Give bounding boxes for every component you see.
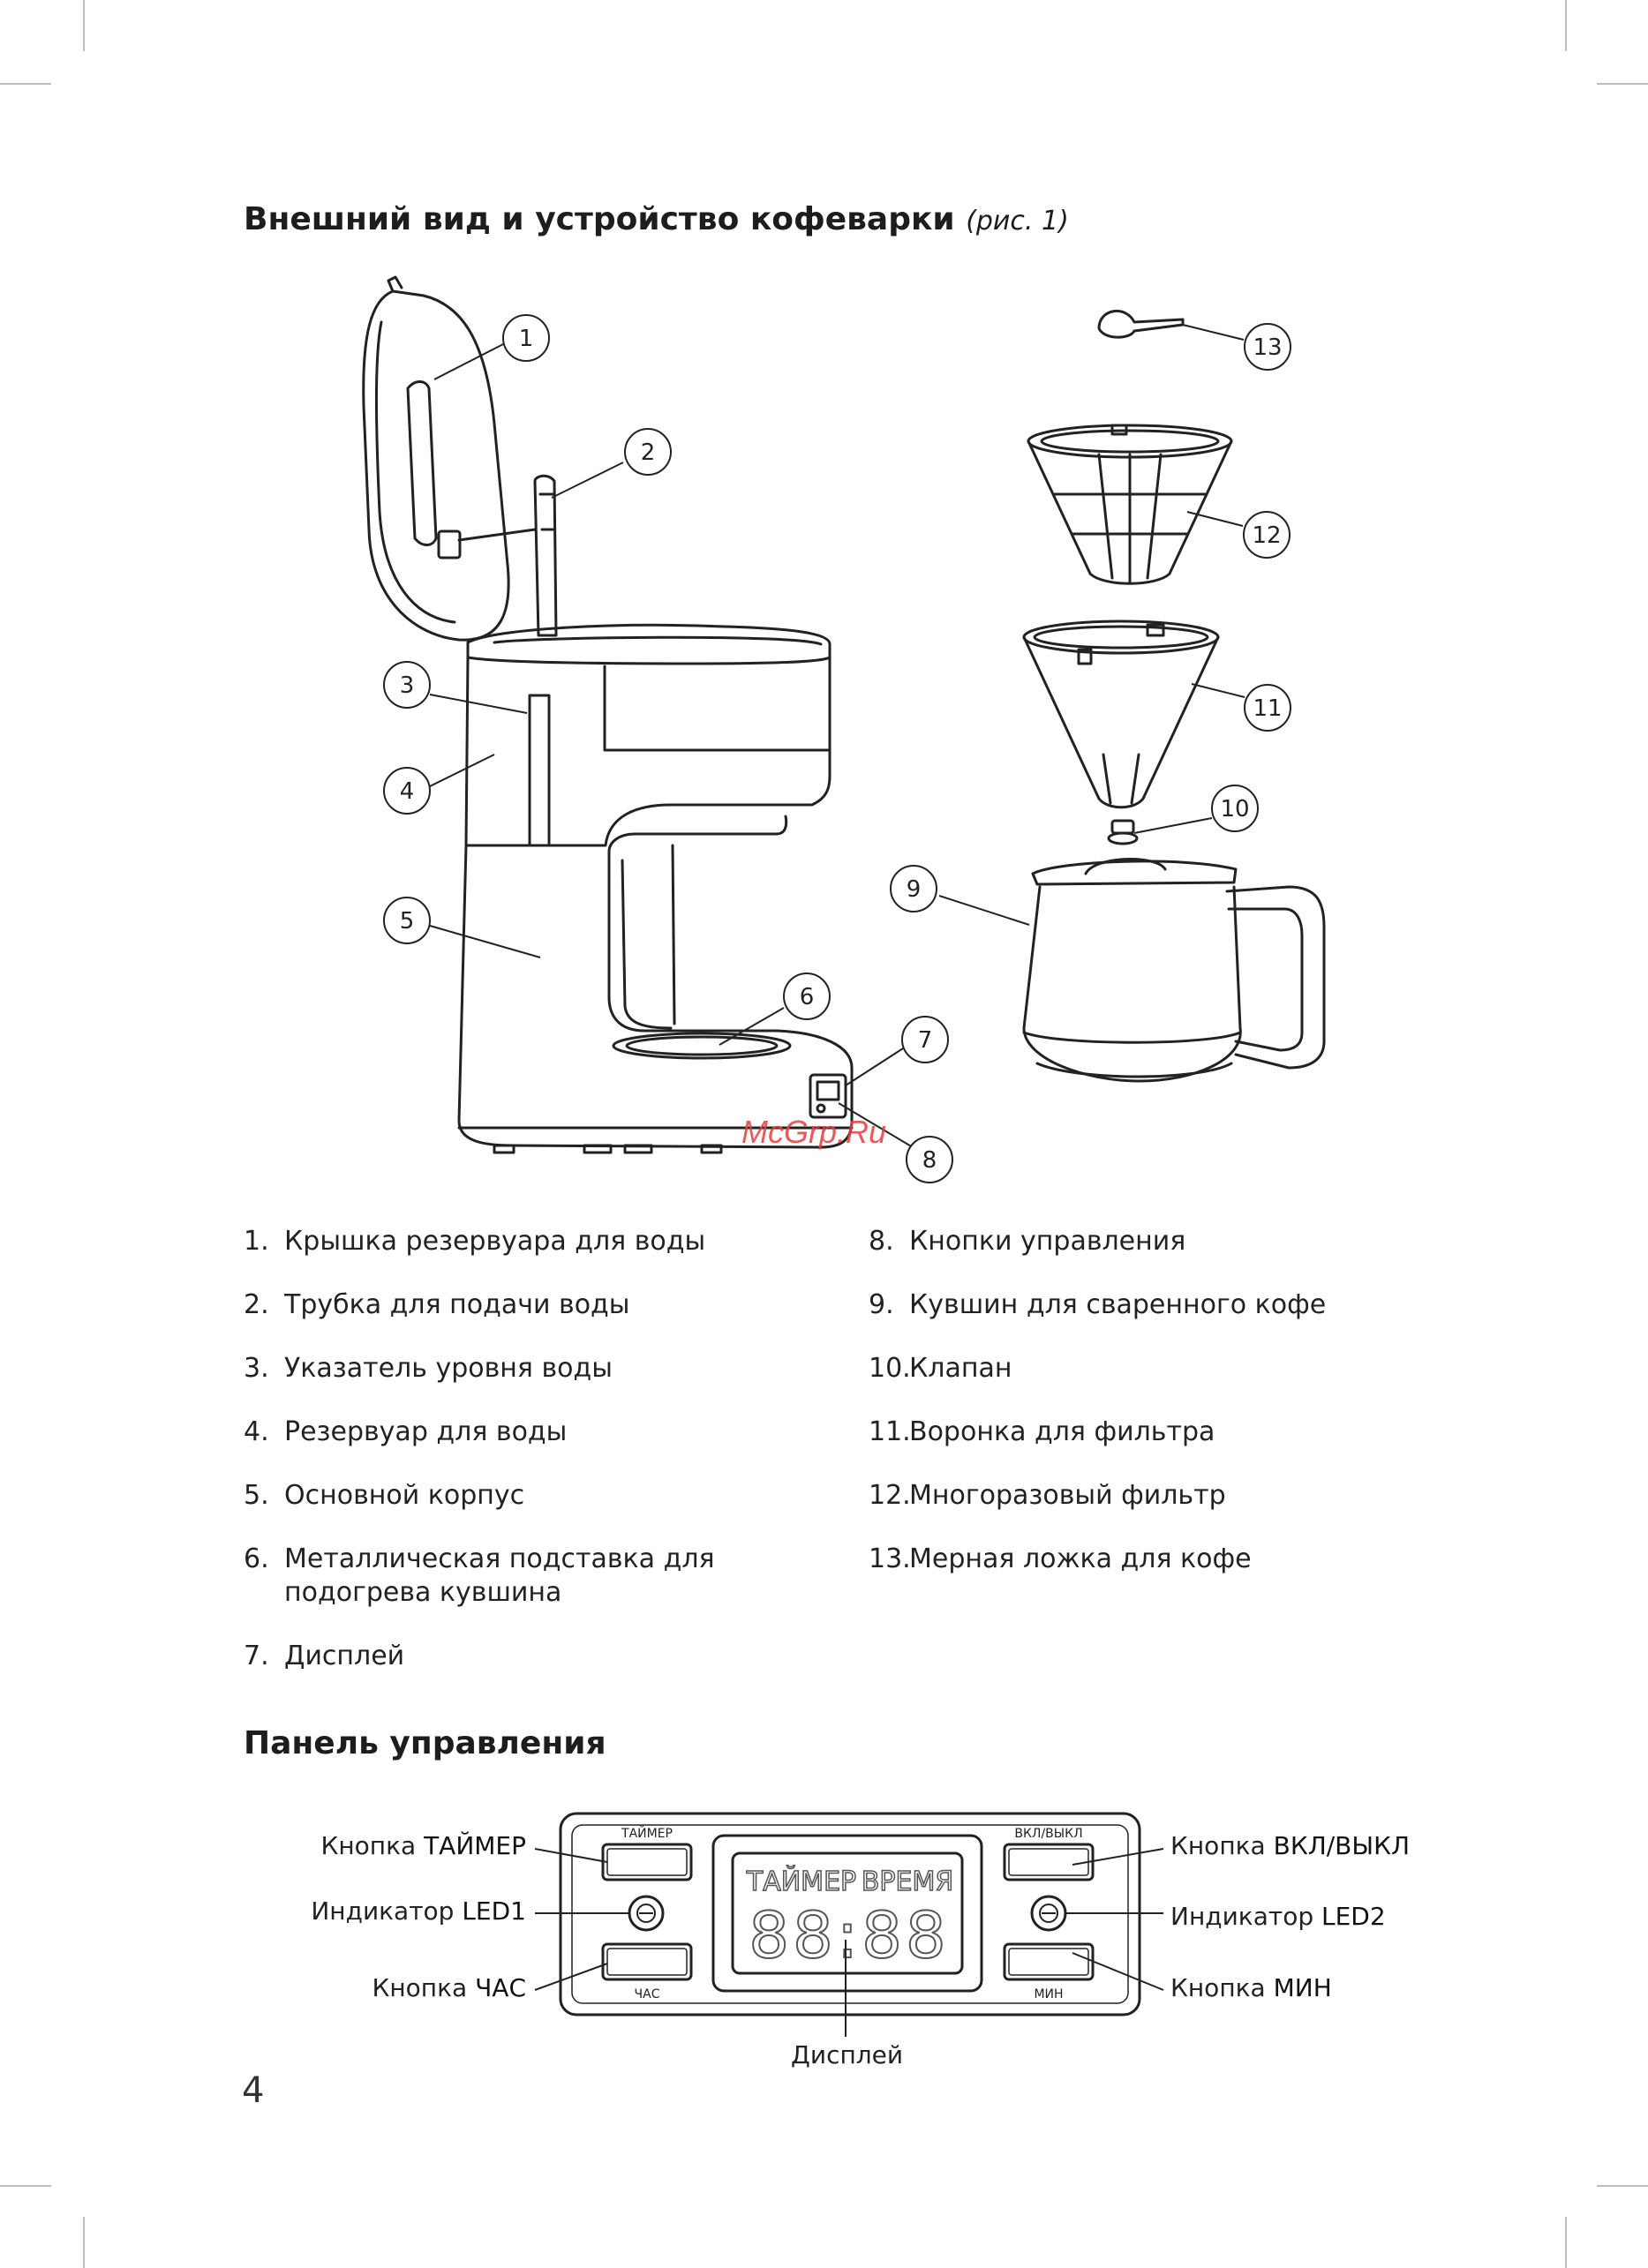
item-text: Воронка для фильтра: [909, 1416, 1215, 1447]
item-text: Крышка резервуара для воды: [284, 1226, 706, 1257]
item-number: 4.: [244, 1416, 269, 1447]
callout-7-label: 7: [917, 1027, 933, 1054]
item-number: 1.: [244, 1226, 269, 1257]
item-number: 3.: [244, 1353, 269, 1384]
label-prefix: Кнопка: [320, 1831, 417, 1860]
item-number: 2.: [244, 1289, 269, 1320]
callout-6-label: 6: [799, 984, 815, 1010]
callout-9-label: 9: [906, 876, 922, 903]
watermark: McGrp.Ru: [741, 1114, 887, 1150]
label-timer-button: [320, 1831, 526, 1860]
item-text: Дисплей: [284, 1641, 405, 1671]
label-key: МИН: [1273, 1973, 1332, 2002]
callout-12-label: 12: [1252, 522, 1282, 549]
page-number: 4: [242, 2070, 265, 2111]
item-number: 6.: [244, 1543, 269, 1574]
label-led2: [1170, 1902, 1386, 1931]
item-text-line1: Металлическая подставка для: [284, 1543, 715, 1574]
item-number: 9.: [869, 1289, 894, 1320]
label-min-button: [1170, 1973, 1332, 2002]
min-button-label: МИН: [1034, 1987, 1064, 2001]
label-prefix: Кнопка: [1170, 1973, 1266, 2002]
item-text: Основной корпус: [284, 1480, 525, 1511]
figure-reference: (рис. 1): [966, 206, 1069, 237]
label-key: ТАЙМЕР: [424, 1831, 526, 1860]
label-key: ЧАС: [475, 1973, 526, 2002]
item-number: 10.: [869, 1353, 911, 1384]
onoff-button-label: ВКЛ/ВЫКЛ: [1014, 1827, 1083, 1841]
label-onoff-button: [1170, 1831, 1410, 1860]
callout-8-label: 8: [922, 1147, 937, 1174]
onoff-button-shape: [1005, 1844, 1093, 1880]
display-digits: 88:88: [749, 1898, 950, 1972]
label-key: ВКЛ/ВЫКЛ: [1273, 1831, 1411, 1860]
hour-button-label: ЧАС: [634, 1987, 660, 2001]
item-text: Клапан: [909, 1353, 1012, 1384]
label-hour-button: [372, 1973, 526, 2002]
label-key: LED1: [462, 1896, 526, 1926]
page-title-text: Внешний вид и устройство кофеварки: [244, 201, 955, 237]
callout-10-label: 10: [1220, 796, 1250, 822]
display-time-text: ВРЕМЯ: [861, 1866, 954, 1897]
item-text: Указатель уровня воды: [284, 1353, 613, 1384]
section-heading-control-panel: Панель управления: [244, 1725, 606, 1761]
label-display: Дисплей: [791, 2040, 904, 2069]
item-text: Многоразовый фильтр: [909, 1480, 1226, 1511]
item-text: Мерная ложка для кофе: [909, 1543, 1252, 1574]
min-button-shape: [1005, 1944, 1093, 1979]
label-prefix: Кнопка: [1170, 1831, 1266, 1860]
hour-button-shape: [603, 1944, 691, 1979]
item-text: Резервуар для воды: [284, 1416, 568, 1447]
item-number: 11.: [869, 1416, 911, 1447]
callout-11-label: 11: [1253, 695, 1283, 722]
item-number: 13.: [869, 1543, 911, 1574]
item-text: Кнопки управления: [909, 1226, 1186, 1257]
callout-1-label: 1: [518, 326, 534, 352]
timer-button-label: ТАЙМЕР: [621, 1827, 673, 1841]
item-number: 7.: [244, 1641, 269, 1671]
item-text: Трубка для подачи воды: [284, 1289, 630, 1320]
item-number: 5.: [244, 1480, 269, 1511]
callout-13-label: 13: [1253, 334, 1283, 361]
label-prefix: Индикатор: [311, 1896, 455, 1926]
display-timer-text: ТАЙМЕР: [746, 1866, 857, 1897]
label-key: LED2: [1321, 1902, 1386, 1931]
callout-3-label: 3: [399, 672, 415, 699]
callout-4-label: 4: [399, 778, 415, 805]
timer-button-shape: [603, 1844, 691, 1880]
label-led1: [311, 1896, 526, 1926]
callout-2-label: 2: [640, 439, 656, 466]
label-prefix: Индикатор: [1170, 1902, 1314, 1931]
item-number: 12.: [869, 1480, 911, 1511]
callout-5-label: 5: [399, 908, 415, 935]
label-prefix: Кнопка: [372, 1973, 468, 2002]
item-text: Кувшин для сваренного кофе: [909, 1289, 1327, 1320]
item-number: 8.: [869, 1226, 894, 1257]
item-text-line2: подогрева кувшина: [284, 1577, 562, 1608]
